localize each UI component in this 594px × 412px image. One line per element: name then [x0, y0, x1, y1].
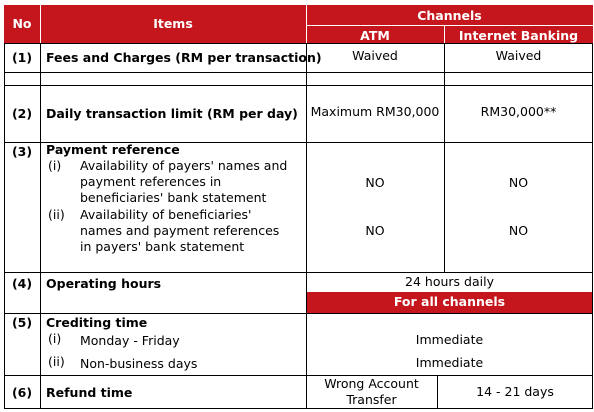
row2-ib: RM30,000** [480, 104, 557, 119]
row5-sub2-value: Immediate [415, 355, 484, 370]
row6-case-line1: Wrong Account [324, 376, 419, 391]
header-atm: ATM [360, 28, 390, 43]
header-internet-banking: Internet Banking [458, 28, 579, 43]
row3-sub2-line2: names and payment references [80, 223, 280, 238]
row3-sub1-line2: payment references in [80, 174, 222, 189]
header-items: Items [153, 16, 193, 31]
row6-value: 14 - 21 days [476, 384, 554, 399]
row6-case-line2: Transfer [346, 392, 397, 407]
row1-ib: Waived [495, 48, 542, 63]
row3-sub1-ib: NO [508, 175, 529, 190]
row5-item: Crediting time [46, 315, 148, 330]
row1-no: (1) [11, 50, 33, 65]
row6-no: (6) [11, 385, 33, 400]
row5-sub1-no: (i) [48, 331, 62, 346]
row3-sub2-line3: in payers' bank statement [80, 239, 245, 254]
row5-sub2: Non-business days [80, 356, 198, 371]
row4-no: (4) [11, 276, 33, 291]
row5-sub2-no: (ii) [48, 354, 65, 369]
row3-no: (3) [11, 144, 33, 159]
row5-sub1-value: Immediate [415, 332, 484, 347]
row5-no: (5) [11, 315, 33, 330]
row3-sub2-no: (ii) [48, 207, 65, 222]
row3-sub2-atm: NO [365, 223, 385, 238]
row1-atm: Waived [352, 48, 398, 63]
row3-sub2-ib: NO [508, 223, 529, 238]
row3-sub1-line1: Availability of payers' names and [80, 158, 288, 173]
row6-item: Refund time [46, 385, 133, 400]
header-no: No [12, 16, 32, 31]
row3-item: Payment reference [46, 142, 180, 157]
row4-item: Operating hours [46, 276, 162, 291]
row3-sub1-line3: beneficiaries' bank statement [80, 190, 267, 205]
row2-item: Daily transaction limit (RM per day) [46, 106, 298, 121]
row1-item: Fees and Charges (RM per transaction) [46, 50, 322, 65]
row3-sub1-atm: NO [365, 175, 385, 190]
row3-sub1-no: (i) [48, 158, 62, 173]
row3-sub2-line1: Availability of beneficiaries' [80, 207, 252, 222]
header-channels: Channels [417, 8, 482, 23]
row4-value: 24 hours daily [405, 274, 494, 289]
row2-atm: Maximum RM30,000 [310, 104, 440, 119]
row2-no: (2) [11, 106, 33, 121]
row5-sub1: Monday - Friday [80, 333, 180, 348]
all-channels-label: For all channels [393, 294, 506, 309]
